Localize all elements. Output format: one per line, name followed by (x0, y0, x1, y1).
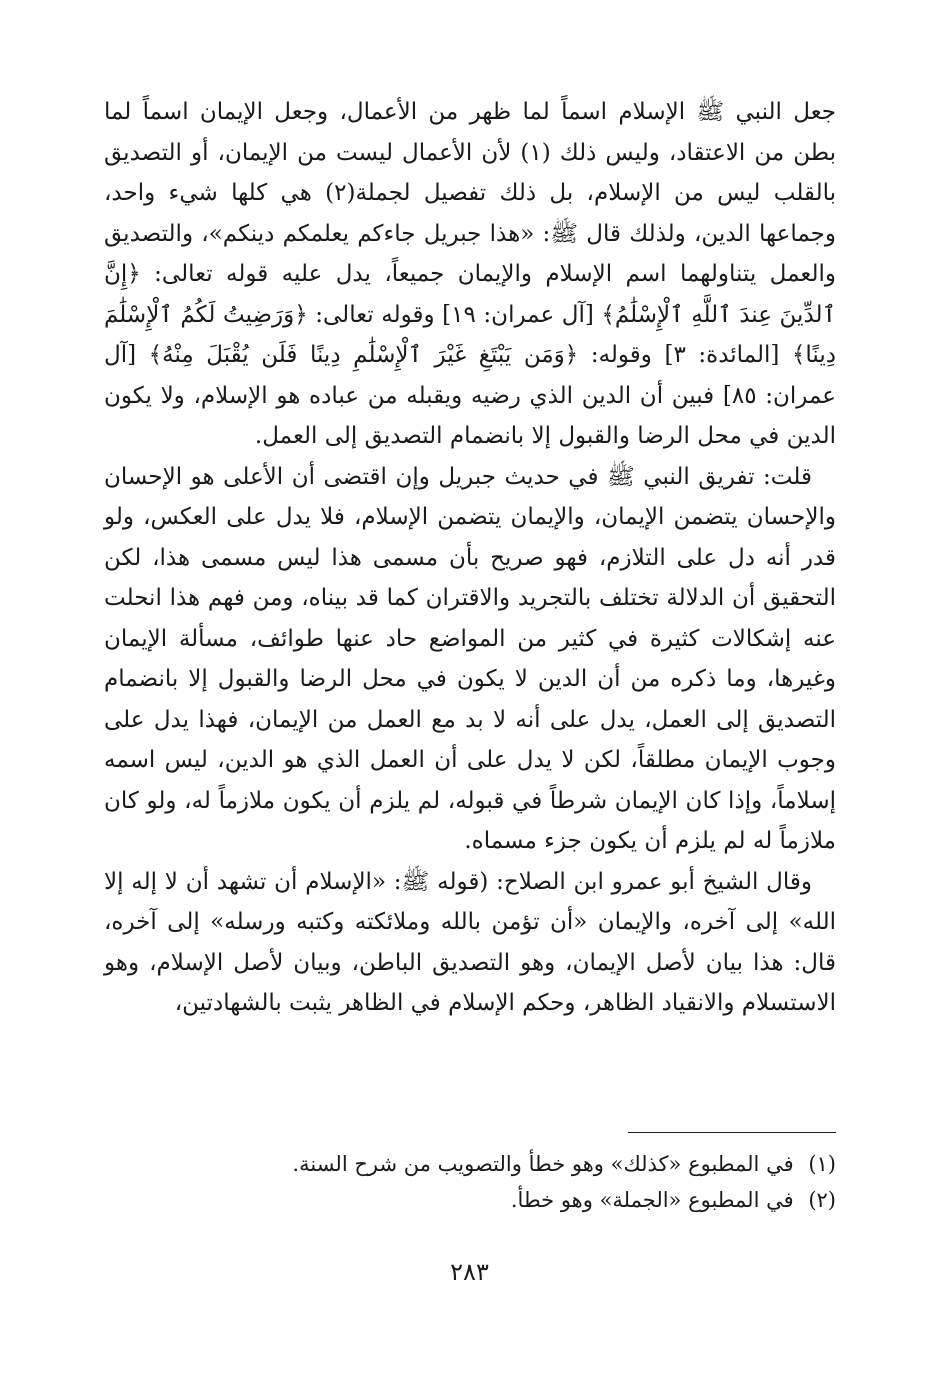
footnote-divider (628, 1132, 836, 1133)
footnote-2 (104, 1182, 836, 1218)
footnote-2-number: (٢) (808, 1188, 836, 1212)
paragraph-2: قلت: تفريق النبي ﷺ في حديث جبريل وإن اقتضى أن الأعلى هو الإحسان والإحسان يتضمن الإيمان، والإيمان يتضمن الإسلام، فلا يدل على العكس، ولو قدر أنه دل على التلازم، فهو صريح بأن مسمى هذا ليس مسمى هذا، لكن التحقيق أن الدلالة تختلف بالتجريد والاقتران كما قد بيناه، ومن فهم هذا انحلت عنه إشكالات كثيرة في كثير من المواضع حاد عنها طوائف، مسألة الإيمان وغيرها، وما ذكره من أن الدين لا يكون في محل الرضا والقبول إلا بانضمام التصديق إلى العمل، يدل على أنه لا بد مع العمل من الإيمان، فهذا يدل على وجوب الإيمان مطلقاً، لكن لا يدل على أن العمل الذي هو الدين، ليس اسمه إسلاماً، وإذا كان الإيمان شرطاً في قبوله، لم يلزم أن يكون ملازماً له، ولو كان ملازماً له لم يلزم أن يكون جزء مسماه. (104, 463, 836, 854)
paragraph-1: جعل النبي ﷺ الإسلام اسماً لما ظهر من الأعمال، وجعل الإيمان اسماً لما بطن من الاعتقاد، وليس ذلك (١) لأن الأعمال ليست من الإيمان، أو التصديق بالقلب ليس من الإسلام، بل ذلك تفصيل لجملة(٢) هي كلها شيء واحد، وجماعها الدين، ولذلك قال ﷺ: «هذا جبريل جاءكم يعلمكم دينكم»، والتصديق والعمل يتناولهما اسم الإسلام والإيمان جميعاً، يدل عليه قوله تعالى: ﴿إِنَّ ٱلدِّينَ عِندَ ٱللَّهِ ٱلْإِسْلَٰمُ﴾ [آل عمران: ١٩] وقوله تعالى: ﴿وَرَضِيتُ لَكُمُ ٱلْإِسْلَٰمَ دِينًا﴾ [المائدة: ٣] وقوله: ﴿وَمَن يَبْتَغِ غَيْرَ ٱلْإِسْلَٰمِ دِينًا فَلَن يُقْبَلَ مِنْهُ﴾ [آل عمران: ٨٥] فبين أن الدين الذي رضيه ويقبله من عباده هو الإسلام، ولا يكون الدين في محل الرضا والقبول إلا بانضمام التصديق إلى العمل. (104, 99, 837, 449)
footnote-1-number: (١) (808, 1152, 836, 1176)
paragraph-3: وقال الشيخ أبو عمرو ابن الصلاح: (قوله ﷺ: «الإسلام أن تشهد أن لا إله إلا الله» إلى آخره، والإيمان «أن تؤمن بالله وملائكته وكتبه ورسله» إلى آخره، قال: هذا بيان لأصل الإيمان، وهو التصديق الباطن، وبيان لأصل الإسلام، وهو الاستسلام والانقياد الظاهر، وحكم الإسلام في الظاهر يثبت بالشهادتين، (104, 868, 836, 1016)
footnotes (104, 1146, 836, 1218)
page-number: ٢٨٣ (450, 1258, 489, 1286)
footnote-1-text: في المطبوع «كذلك» وهو خطأ والتصويب من شرح السنة. (292, 1152, 794, 1176)
footnote-1 (104, 1146, 836, 1182)
footnote-2-text: في المطبوع «الجملة» وهو خطأ. (510, 1188, 794, 1212)
main-text (104, 92, 836, 1024)
